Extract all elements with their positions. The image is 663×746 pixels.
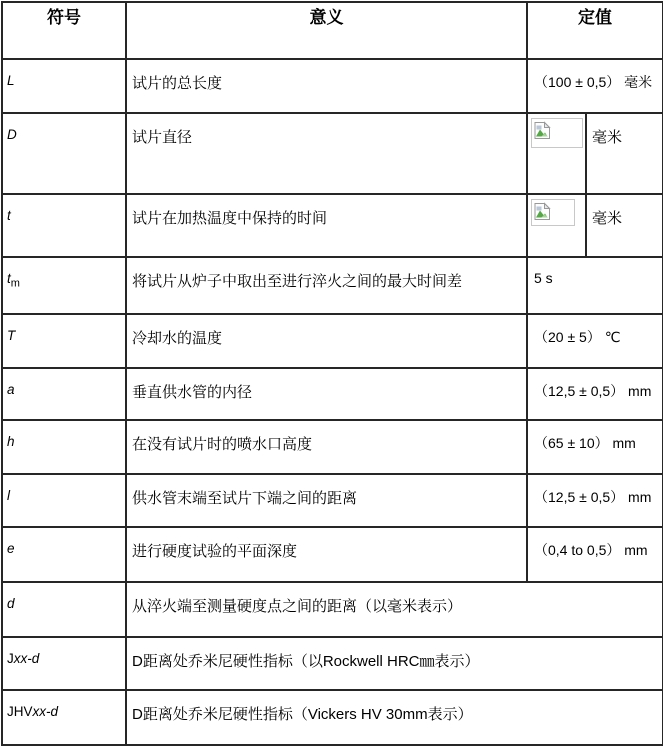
symbol: D <box>7 127 17 142</box>
value-cell: （12,5 ± 0,5） mm <box>527 474 663 527</box>
symbol: a <box>7 382 15 397</box>
meaning-cell: 试片在加热温度中保持的时间 <box>126 194 527 257</box>
symbol-cell <box>2 690 126 745</box>
table-row <box>2 474 663 527</box>
symbol: t <box>7 208 11 223</box>
symbol-cell <box>2 420 126 474</box>
symbol: h <box>7 434 15 449</box>
table-row <box>2 637 663 690</box>
symbol: l <box>7 488 10 503</box>
symbol: L <box>7 73 15 88</box>
symbol-cell <box>2 59 126 113</box>
header-symbol: 符号 <box>2 2 126 59</box>
meaning-cell: 从淬火端至测量硬度点之间的距离（以毫米表示） <box>126 582 663 637</box>
symbol: xx-d <box>13 651 40 666</box>
header-value: 定值 <box>527 2 663 59</box>
value-cell: （20 ± 5） ℃ <box>527 314 663 368</box>
symbols-table <box>1 1 663 746</box>
symbol-prefix: JHV <box>7 704 33 719</box>
meaning-cell: 试片直径 <box>126 113 527 194</box>
symbol: d <box>7 596 15 611</box>
meaning-cell: D距离处乔米尼硬性指标（以Rockwell HRC㎜表示） <box>126 637 663 690</box>
image-placeholder <box>531 199 575 226</box>
symbol-cell <box>2 257 126 314</box>
symbol: t <box>7 271 11 286</box>
value-cell: （65 ± 10） mm <box>527 420 663 474</box>
unit-cell: 毫米 <box>586 113 663 194</box>
meaning-cell: D距离处乔米尼硬性指标（Vickers HV 30mm表示） <box>126 690 663 745</box>
meaning-cell: 冷却水的温度 <box>126 314 527 368</box>
symbol-cell <box>2 474 126 527</box>
header-meaning: 意义 <box>126 2 527 59</box>
symbol-cell <box>2 113 126 194</box>
meaning-cell: 供水管末端至试片下端之间的距离 <box>126 474 527 527</box>
meaning-cell: 在没有试片时的喷水口高度 <box>126 420 527 474</box>
meaning-cell: 垂直供水管的内径 <box>126 368 527 420</box>
meaning-cell: 进行硬度试验的平面深度 <box>126 527 527 582</box>
value-cell: （0,4 to 0,5） mm <box>527 527 663 582</box>
table-row <box>2 527 663 582</box>
symbol: T <box>7 328 16 343</box>
table-row <box>2 690 663 745</box>
header-row <box>2 2 663 59</box>
image-placeholder <box>531 118 583 148</box>
table-row <box>2 194 663 257</box>
broken-image-icon <box>534 121 551 140</box>
value-cell: 5 s <box>527 257 663 314</box>
value-cell: （12,5 ± 0,5） mm <box>527 368 663 420</box>
symbol: e <box>7 541 15 556</box>
symbol-prefix: J <box>7 651 14 666</box>
unit-cell: 毫米 <box>586 194 663 257</box>
table-row <box>2 582 663 637</box>
meaning-cell: 将试片从炉子中取出至进行淬火之间的最大时间差 <box>126 257 527 314</box>
symbol-cell <box>2 527 126 582</box>
table-row <box>2 420 663 474</box>
value-placeholder-cell <box>527 194 586 257</box>
broken-image-icon <box>534 202 551 221</box>
symbol: xx-d <box>32 704 59 719</box>
table-row <box>2 314 663 368</box>
table-row <box>2 59 663 113</box>
value-cell: （100 ± 0,5） 毫米 <box>527 59 663 113</box>
symbol-cell <box>2 194 126 257</box>
meaning-cell: 试片的总长度 <box>126 59 527 113</box>
table-row <box>2 257 663 314</box>
table-row <box>2 113 663 194</box>
symbol-subscript: m <box>10 277 20 290</box>
symbol-cell <box>2 637 126 690</box>
value-placeholder-cell <box>527 113 586 194</box>
symbol-cell <box>2 582 126 637</box>
symbol-cell <box>2 314 126 368</box>
symbol-cell <box>2 368 126 420</box>
table-row <box>2 368 663 420</box>
